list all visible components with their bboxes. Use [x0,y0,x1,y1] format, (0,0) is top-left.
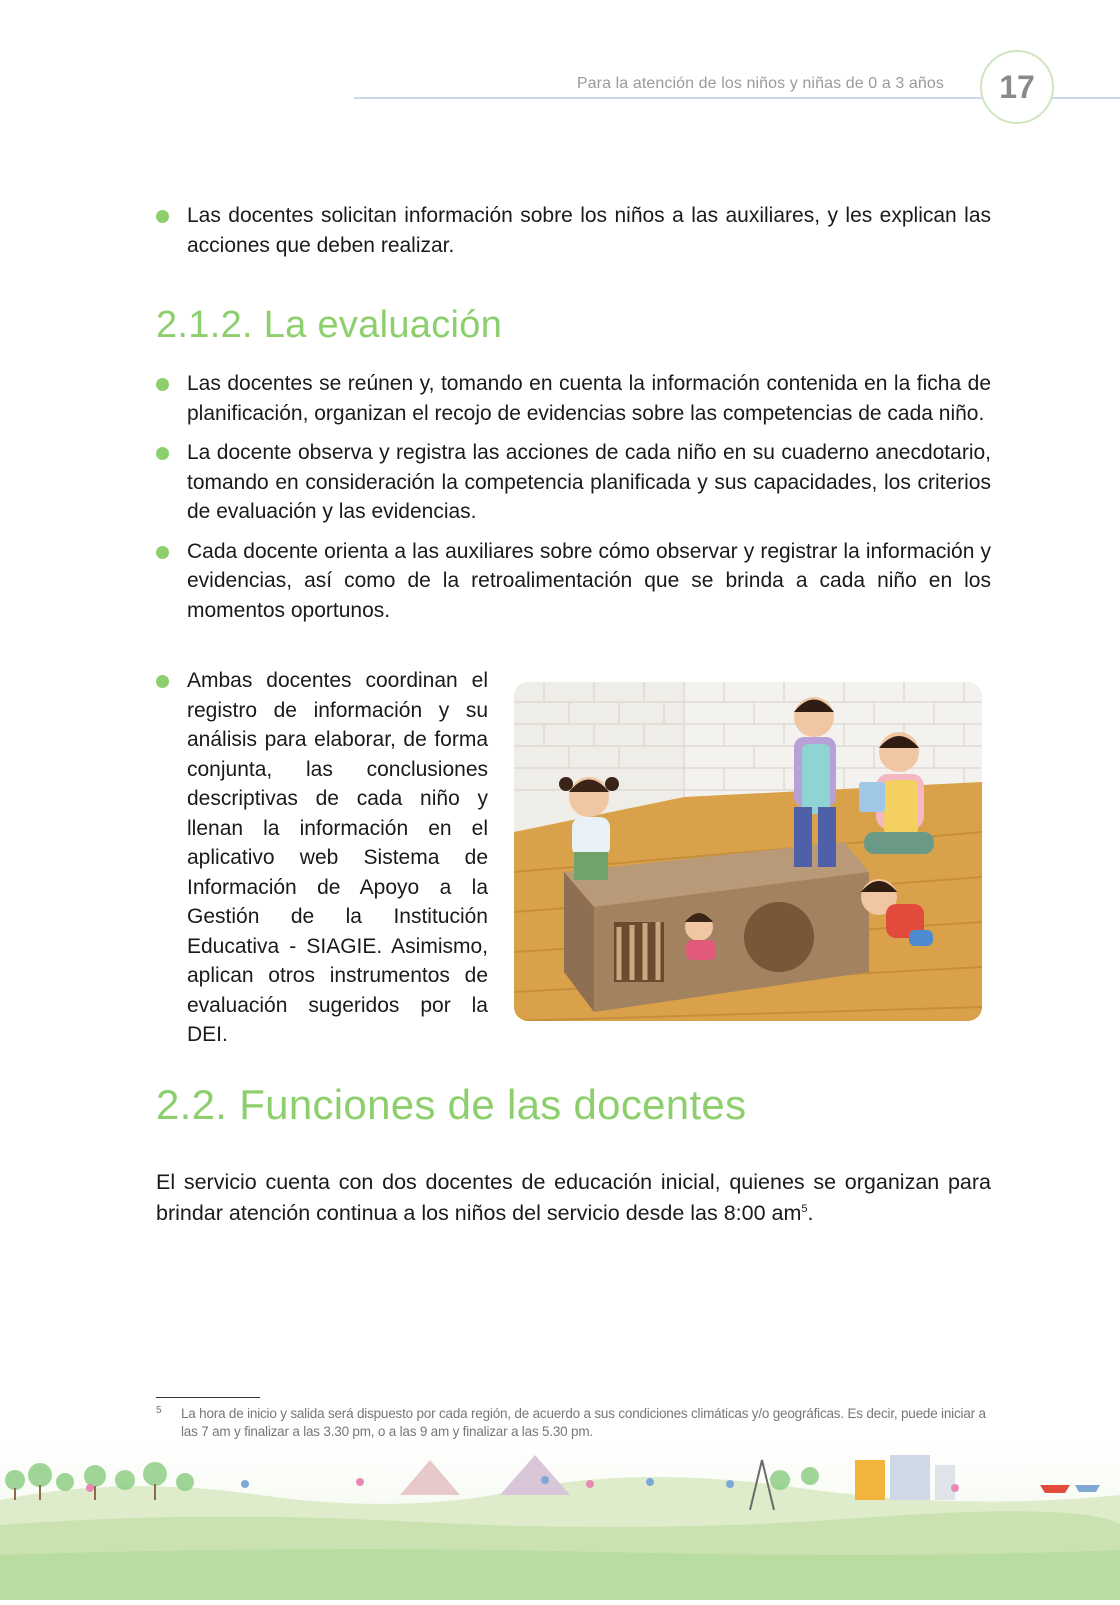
footnote-text: La hora de inicio y salida será dispuesto por cada región, de acuerdo a sus condiciones climáticas y/o geográficas. Es decir, puede iniciar a las 7 am y finalizar a las 3.30 pm, o a las 9 am y finalizar a las 5.30 pm. [181,1406,986,1439]
section-heading-funciones: 2.2. Funciones de las docentes [156,1081,747,1128]
list-item [156,438,991,527]
bullet-icon [156,378,169,391]
footnote-reference[interactable]: 5 [801,1202,808,1215]
evaluation-list [156,369,991,625]
paragraph-text: El servicio cuenta con dos docentes de educación inicial, quienes se organizan para brindar atención continua a los niños del servicio desde las 8:00 am [156,1170,991,1225]
footnote-rule [156,1397,260,1398]
running-title: Para la atención de los niños y niñas de 0 a 3 años [576,75,944,92]
page-number-badge [980,50,1054,124]
bullet-text: Las docentes se reúnen y, tomando en cuenta la información contenida en la ficha de planificación, organizan el recojo de evidencias sobre las competencias de cada niño. [187,372,991,425]
footer-landscape-illustration [0,1440,1120,1600]
bullet-icon [156,675,169,688]
list-item [156,666,488,1050]
footnote [156,1405,991,1441]
list-item [156,201,991,260]
list-item [156,369,991,428]
page-number: 17 [999,68,1035,105]
evaluation-list-wrap [156,666,488,1050]
bullet-icon [156,210,169,223]
body-paragraph [156,1167,991,1228]
classroom-illustration [514,682,982,1021]
intro-list [156,201,991,260]
section-heading-evaluacion: 2.1.2. La evaluación [156,304,503,346]
list-item [156,537,991,626]
bullet-text: La docente observa y registra las acciones de cada niño en su cuaderno anecdotario, tomando en consideración la competencia planificada y sus capacidades, los criterios de evaluación y las evidencias. [187,441,991,523]
bullet-text: Las docentes solicitan información sobre los niños a las auxiliares, y les explican las acciones que deben realizar. [187,204,991,257]
bullet-text: Ambas docentes coordinan el registro de información y su análisis para elaborar, de forma conjunta, las conclusiones descriptivas de cada niño y llenan la información en el aplicativo web Sistema de Información de Apoyo a la Gestión de la Institución Educativa - SIAGIE. Asimismo, aplican otros instrumentos de evaluación sugeridos por la DEI. [187,669,488,1046]
paragraph-end: . [807,1200,814,1225]
bullet-icon [156,447,169,460]
bullet-icon [156,546,169,559]
footnote-number: 5 [156,1405,162,1416]
bullet-text: Cada docente orienta a las auxiliares sobre cómo observar y registrar la información y evidencias, así como de la retroalimentación que se brinda a cada niño en los momentos oportunos. [187,539,991,622]
